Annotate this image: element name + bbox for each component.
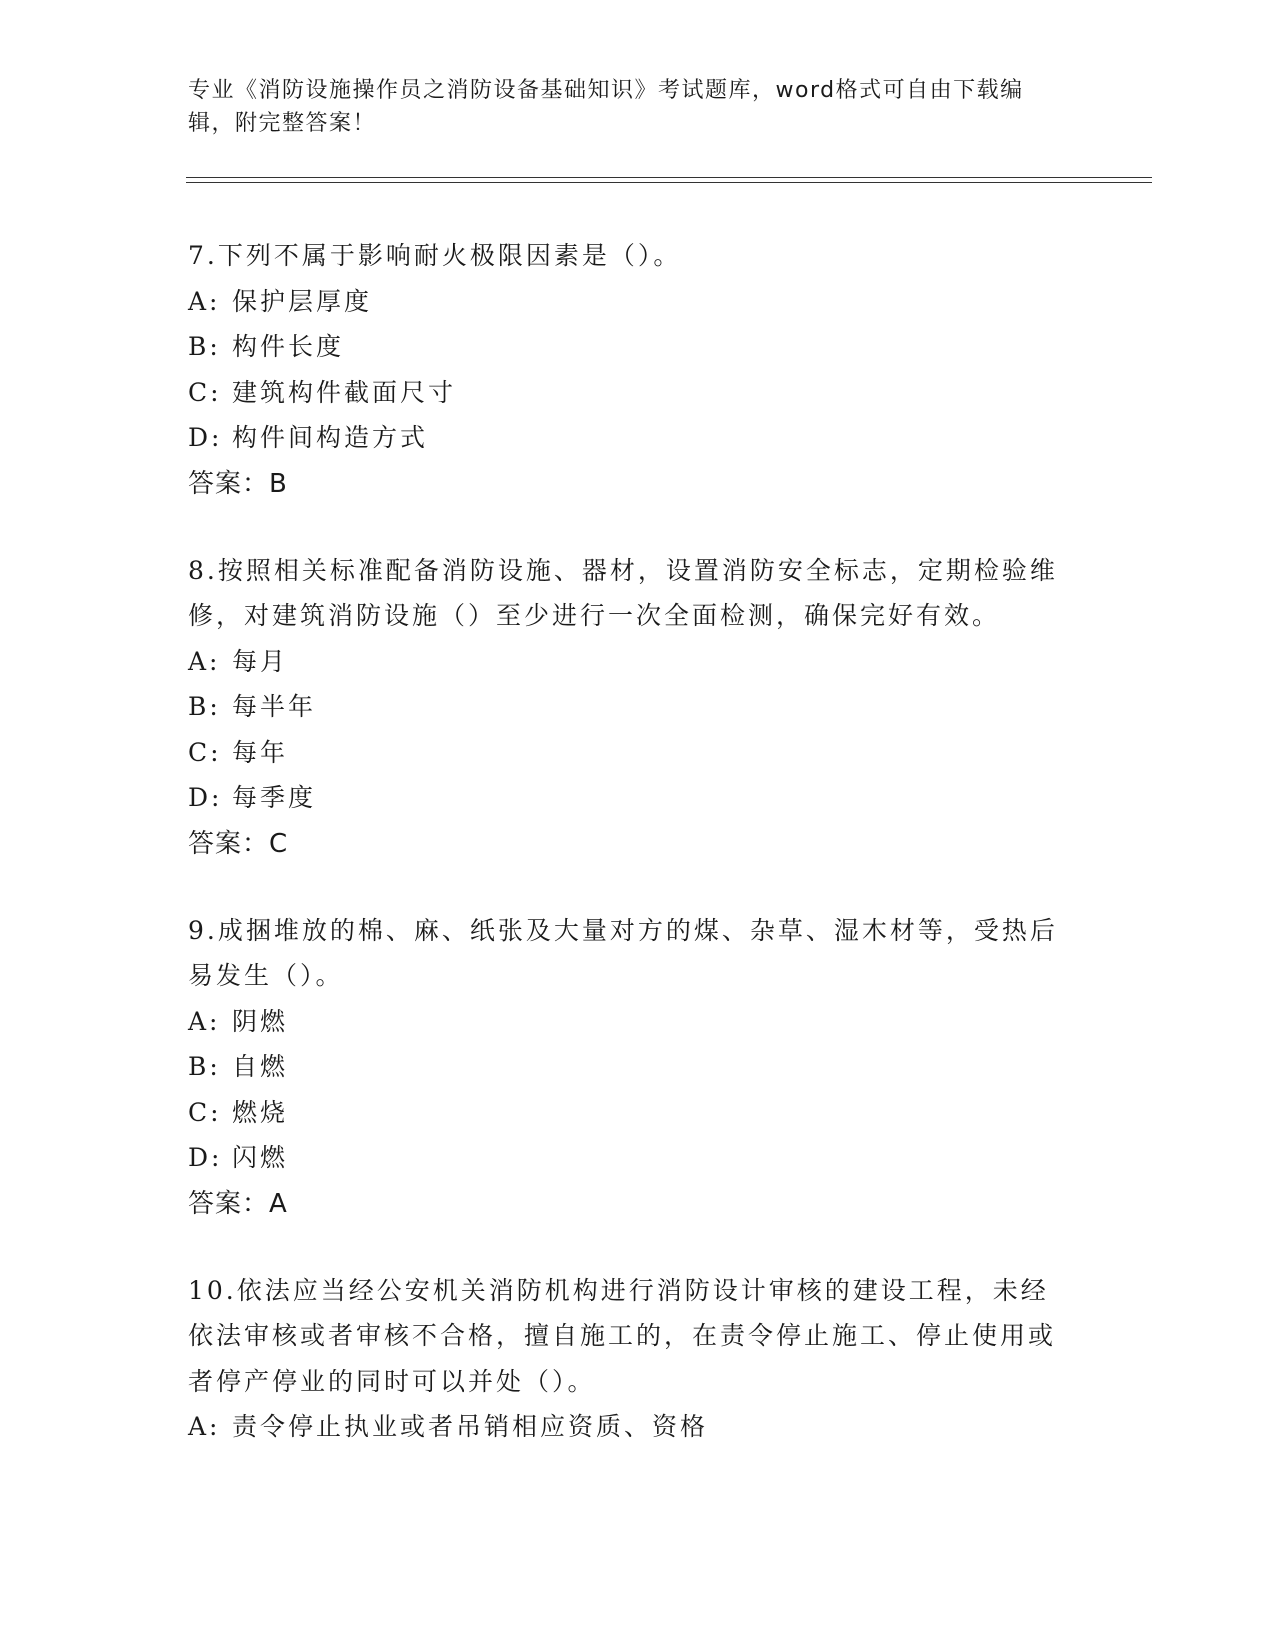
option-letter: D: bbox=[188, 783, 223, 812]
option-text: 闪燃 bbox=[232, 1143, 289, 1172]
option-text: 构件长度 bbox=[232, 332, 345, 361]
option-letter: C: bbox=[188, 1097, 222, 1127]
option-c bbox=[188, 1090, 1088, 1136]
option-c bbox=[188, 370, 1088, 416]
option-d bbox=[188, 415, 1088, 461]
question-stem: 8.按照相关标准配备消防设施、器材，设置消防安全标志，定期检验维修，对建筑消防设施（）至少进行一次全面检测，确保完好有效。 bbox=[188, 555, 1058, 630]
option-text: 每年 bbox=[232, 737, 289, 767]
option-b bbox=[188, 1044, 1088, 1090]
option-letter: C: bbox=[188, 737, 222, 767]
question-stem: 7.下列不属于影响耐火极限因素是（）。 bbox=[188, 241, 682, 270]
option-letter: A: bbox=[188, 646, 221, 676]
answer-line: 答案：A bbox=[188, 1188, 288, 1219]
option-text: 保护层厚度 bbox=[232, 286, 373, 316]
option-text: 阴燃 bbox=[232, 1006, 289, 1036]
document-header bbox=[188, 74, 1068, 140]
option-letter: D: bbox=[188, 423, 223, 452]
option-letter: B: bbox=[188, 332, 221, 361]
option-a bbox=[188, 999, 1088, 1045]
option-text: 每半年 bbox=[232, 692, 317, 721]
question-stem: 9.成捆堆放的棉、麻、纸张及大量对方的煤、杂草、湿木材等，受热后易发生（）。 bbox=[188, 915, 1058, 990]
option-d bbox=[188, 1135, 1088, 1181]
option-a bbox=[188, 639, 1088, 685]
header-divider-top bbox=[186, 177, 1152, 178]
option-text: 燃烧 bbox=[232, 1097, 289, 1127]
option-c bbox=[188, 730, 1088, 776]
option-text: 每季度 bbox=[232, 783, 317, 812]
option-text: 建筑构件截面尺寸 bbox=[232, 377, 457, 407]
question-9 bbox=[188, 908, 1088, 1227]
header-text: 专业《消防设施操作员之消防设备基础知识》考试题库，word格式可自由下载编辑，附完整答案！ bbox=[188, 78, 1024, 136]
option-letter: D: bbox=[188, 1143, 223, 1172]
option-letter: B: bbox=[188, 692, 221, 721]
question-10 bbox=[188, 1268, 1088, 1450]
option-letter: C: bbox=[188, 377, 222, 407]
option-letter: B: bbox=[188, 1052, 221, 1081]
option-letter: A: bbox=[188, 1412, 221, 1441]
option-b bbox=[188, 324, 1088, 370]
question-list bbox=[188, 233, 1088, 1491]
question-8 bbox=[188, 548, 1088, 867]
question-stem: 10.依法应当经公安机关消防机构进行消防设计审核的建设工程，未经依法审核或者审核不合格，擅自施工的，在责令停止施工、停止使用或者停产停业的同时可以并处（）。 bbox=[188, 1275, 1057, 1396]
question-7 bbox=[188, 233, 1088, 507]
answer-line: 答案：C bbox=[188, 828, 289, 859]
option-text: 构件间构造方式 bbox=[232, 423, 429, 452]
option-a bbox=[188, 1404, 1088, 1450]
option-letter: A: bbox=[188, 286, 221, 316]
option-a bbox=[188, 279, 1088, 325]
option-text: 责令停止执业或者吊销相应资质、资格 bbox=[232, 1412, 709, 1441]
option-text: 自燃 bbox=[232, 1052, 289, 1081]
option-text: 每月 bbox=[232, 646, 289, 676]
option-letter: A: bbox=[188, 1006, 221, 1036]
header-divider-bottom bbox=[186, 182, 1152, 183]
answer-line: 答案：B bbox=[188, 468, 288, 499]
option-b bbox=[188, 684, 1088, 730]
option-d bbox=[188, 775, 1088, 821]
